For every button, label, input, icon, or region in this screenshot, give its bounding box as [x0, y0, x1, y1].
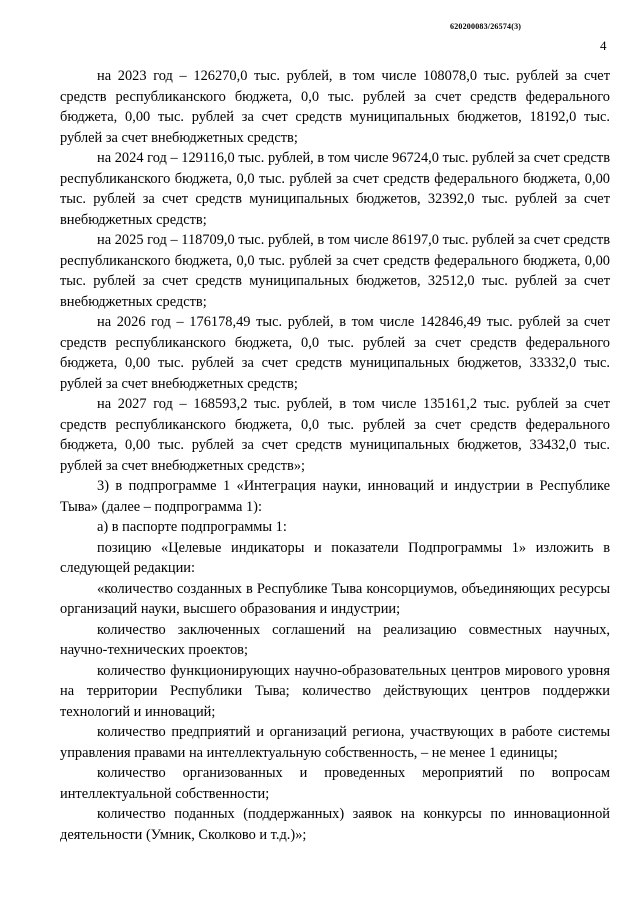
document-number: 620200083/26574(3) — [450, 22, 522, 31]
paragraph-ip-events: количество организованных и проведенных мероприятий по вопросам интеллектуальной собственности; — [60, 765, 610, 802]
paragraph-target-indicators: позицию «Целевые индикаторы и показатели Подпрограммы 1» изложить в следующей редакции: — [60, 539, 610, 576]
paragraph-consortiums: «количество созданных в Республике Тыва консорциумов, объединяющих ресурсы организаций науки, высшего образования и индустрии; — [60, 580, 610, 617]
paragraph-agreements: количество заключенных соглашений на реализацию совместных научных, научно-технических проектов; — [60, 621, 610, 658]
page-number: 4 — [600, 38, 607, 53]
paragraph-subprogram-1: 3) в подпрограмме 1 «Интеграция науки, инноваций и индустрии в Республике Тыва» (далее – подпрограмма 1): — [60, 478, 610, 515]
paragraph-enterprises: количество предприятий и организаций региона, участвующих в работе системы управления правами на интеллектуальную собственность, – не менее 1 единицы; — [60, 724, 610, 761]
paragraph-2027-funding: на 2027 год – 168593,2 тыс. рублей, в том числе 135161,2 тыс. рублей за счет средств республиканского бюджета, 0,0 тыс. рублей за счет средств федерального бюджета, 0,00 тыс. рублей за счет средств муниципальных бюджетов, 33432,0 тыс. рублей за счет внебюджетных средств»; — [60, 396, 610, 474]
paragraph-2024-funding: на 2024 год – 129116,0 тыс. рублей, в том числе 96724,0 тыс. рублей за счет средств республиканского бюджета, 0,0 тыс. рублей за счет средств федерального бюджета, 0,00 тыс. рублей за счет средств муниципальных бюджетов, 32392,0 тыс. рублей за счет внебюджетных средств; — [60, 150, 610, 228]
paragraph-scientific-centers: количество функционирующих научно-образовательных центров мирового уровня на территории Республики Тыва; количество действующих центров поддержки технологий и инноваций; — [60, 662, 610, 720]
paragraph-2026-funding: на 2026 год – 176178,49 тыс. рублей, в том числе 142846,49 тыс. рублей за счет средств республиканского бюджета, 0,0 тыс. рублей за счет средств федерального бюджета, 0,00 тыс. рублей за счет средств муниципальных бюджетов, 33332,0 тыс. рублей за счет внебюджетных средств; — [60, 314, 610, 392]
document-body — [60, 66, 610, 845]
paragraph-innovation-applications: количество поданных (поддержанных) заявок на конкурсы по инновационной деятельности (Умник, Сколково и т.д.)»; — [60, 806, 610, 843]
paragraph-passport: а) в паспорте подпрограммы 1: — [97, 519, 287, 535]
paragraph-2023-funding: на 2023 год – 126270,0 тыс. рублей, в том числе 108078,0 тыс. рублей за счет средств республиканского бюджета, 0,0 тыс. рублей за счет средств федерального бюджета, 0,00 тыс. рублей за счет средств муниципальных бюджетов, 18192,0 тыс. рублей за счет внебюджетных средств; — [60, 68, 610, 146]
paragraph-2025-funding: на 2025 год – 118709,0 тыс. рублей, в том числе 86197,0 тыс. рублей за счет средств республиканского бюджета, 0,0 тыс. рублей за счет средств федерального бюджета, 0,00 тыс. рублей за счет средств муниципальных бюджетов, 32512,0 тыс. рублей за счет внебюджетных средств; — [60, 232, 610, 310]
